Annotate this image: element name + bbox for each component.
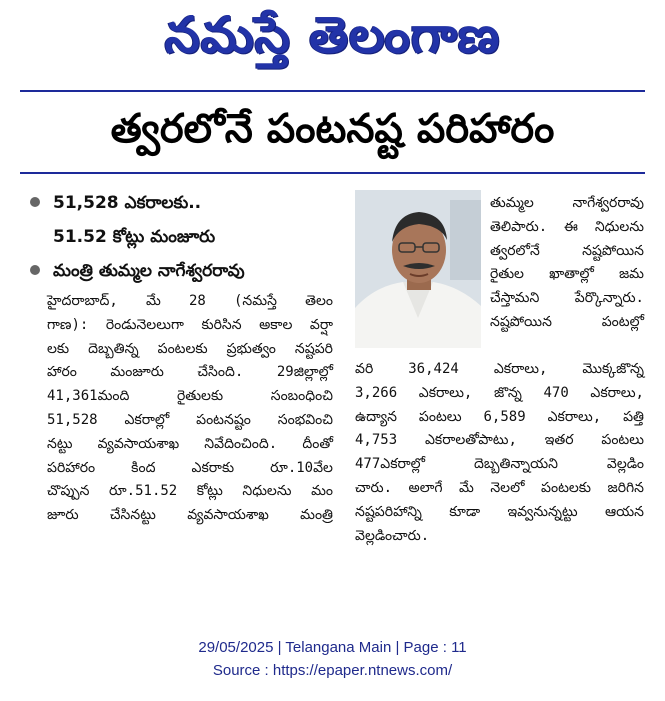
article-body-right-top [490,192,644,335]
bullet-text: 51,528 ఎకరాలకు.. [53,193,202,213]
body-line: నష్టపోయిన పంటల్లో [490,313,644,330]
bullet-item [28,186,348,254]
body-line: గాణ): రెండునెలలుగా కురిసిన అకాల వర్షా [47,316,333,333]
headline-divider [20,172,645,174]
body-line: నట్టు వ్యవసాయశాఖ నివేదించింది. దీంతో [47,435,333,452]
article-body-right-bottom [355,358,644,548]
bullet-text: మంత్రి తుమ్మల నాగేశ్వరరావు [53,261,245,281]
bullet-dot-icon [30,197,40,207]
body-line: హైదరాబాద్, మే 28 (నమస్తే తెలం [47,293,333,309]
bullet-item [28,254,348,288]
masthead-divider [20,90,645,92]
article-headline: త్వరలోనే పంటనష్ట పరిహారం [110,106,555,152]
footer-dateline: 29/05/2025 | Telangana Main | Page : 11 [198,639,467,656]
body-line: లకు దెబ్బతిన్న పంటలకు ప్రభుత్వం నష్టపరి [47,340,333,357]
body-line: 4,753 ఎకరాలతోపాటు, ఇతర పంటలు [355,432,644,449]
body-line: రైతుల ఖాతాల్లో జమ [490,266,644,283]
body-line: 51,528 ఎకరాల్లో పంటనష్టం సంభవించి [47,411,333,428]
body-line: నష్టపరిహాన్ని కూడా ఇవ్వనున్నట్టు ఆయన [355,503,644,520]
body-line: తుమ్మల నాగేశ్వరరావు [490,195,644,211]
masthead-title: నమస్తే తెలంగాణ [164,6,501,64]
body-line: వరి 36,424 ఎకరాలు, మొక్కజొన్న [355,361,644,377]
body-line: త్వరలోనే నష్టపోయిన [490,242,644,259]
minister-photo [355,190,481,348]
minister-portrait-icon [355,190,481,348]
body-line: ఉద్యాన పంటలు 6,589 ఎకరాలు, పత్తి [355,408,644,425]
body-line: చేస్తామని పేర్కొన్నారు. [490,290,644,307]
article-body-left [47,290,333,528]
body-line: 477ఎకరాల్లో దెబ్బతిన్నాయని వెల్లడిం [355,456,644,473]
highlight-bullets [28,186,348,288]
body-line: పరిహారం కింద ఎకరాకు రూ.10వేల [47,459,333,476]
footer-source-link[interactable]: Source : https://epaper.ntnews.com/ [212,662,453,679]
body-line: తెలిపారు. ఈ నిధులను [490,218,644,235]
bullet-text: 51.52 కోట్లు మంజూరు [53,227,216,247]
body-line: 41,361మంది రైతులకు సంబంధించి [47,388,333,405]
body-line: చొప్పున రూ.51.52 కోట్లు నిధులను మం [47,483,333,500]
bullet-dot-icon [30,265,40,275]
body-line: హారం మంజూరు చేసింది. 29జిల్లాల్లో [47,364,333,381]
body-line: చారు. అలాగే మే నెలలో పంటలకు జరిగిన [355,479,644,496]
body-line: వెల్లడించారు. [355,527,430,544]
body-line: 3,266 ఎకరాలు, జొన్న 470 ఎకరాలు, [355,384,644,401]
body-line: జూరు చేసినట్టు వ్యవసాయశాఖ మంత్రి [47,507,333,524]
